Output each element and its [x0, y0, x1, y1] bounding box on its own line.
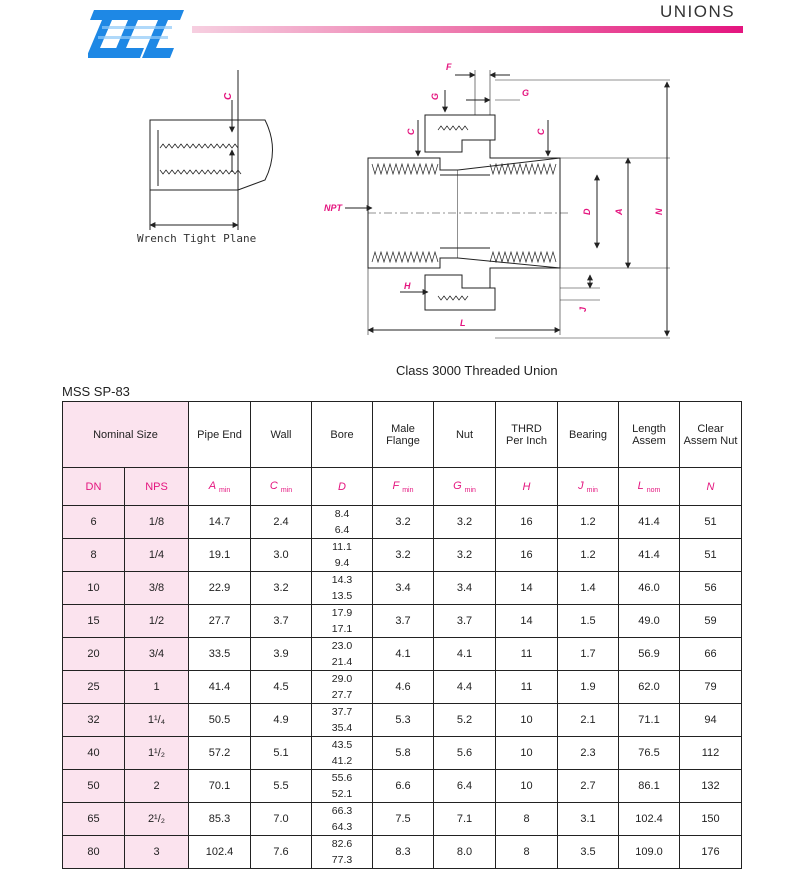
cell-nut: 6.4	[434, 770, 496, 803]
cell-bore	[312, 836, 373, 869]
symbol-a: A $_{min}$	[189, 468, 251, 506]
cell-nut: 3.2	[434, 506, 496, 539]
cell-length-assem: 56.9	[619, 638, 680, 671]
table-row	[63, 572, 742, 605]
cell-male-flange: 3.2	[373, 539, 434, 572]
cell-length-assem: 76.5	[619, 737, 680, 770]
header-wall: Wall	[251, 402, 312, 468]
cell-thrd-per-inch: 16	[496, 539, 558, 572]
bore-max: 11.1	[332, 541, 352, 553]
table-body	[63, 506, 742, 869]
cell-wall: 4.5	[251, 671, 312, 704]
f-callout: F	[446, 62, 452, 72]
cell-pipe-end: 102.4	[189, 836, 251, 869]
bore-max: 82.6	[331, 838, 353, 850]
symbol-j: J $_{min}$	[558, 468, 619, 506]
cell-bearing: 2.7	[558, 770, 619, 803]
symbol-d: D	[312, 468, 373, 506]
symbol-n: N	[680, 468, 742, 506]
cell-bearing: 1.2	[558, 539, 619, 572]
bore-min: 27.7	[331, 689, 353, 701]
cell-dn: 10	[63, 572, 125, 605]
bore-max: 66.3	[331, 805, 353, 817]
cell-male-flange: 5.8	[373, 737, 434, 770]
cell-male-flange: 3.7	[373, 605, 434, 638]
cell-male-flange: 4.1	[373, 638, 434, 671]
c-callout-main-right: C	[536, 128, 546, 135]
cell-clear-assem-nut: 56	[680, 572, 742, 605]
cell-bore	[312, 770, 373, 803]
cell-length-assem: 49.0	[619, 605, 680, 638]
cell-nps: 2¹/₂	[125, 803, 189, 836]
drawing-caption: Class 3000 Threaded Union	[396, 363, 558, 378]
cell-male-flange: 4.6	[373, 671, 434, 704]
cell-nut: 4.1	[434, 638, 496, 671]
table-row	[63, 506, 742, 539]
cell-thrd-per-inch: 10	[496, 737, 558, 770]
cell-clear-assem-nut: 66	[680, 638, 742, 671]
cell-bore	[312, 704, 373, 737]
wrench-tight-plane-label: Wrench Tight Plane	[137, 232, 257, 245]
header-clear-assem-nut: Clear Assem Nut	[680, 402, 742, 468]
cell-wall: 7.0	[251, 803, 312, 836]
cell-dn: 50	[63, 770, 125, 803]
cell-nut: 5.2	[434, 704, 496, 737]
cell-bore	[312, 671, 373, 704]
cell-bearing: 1.2	[558, 506, 619, 539]
bore-max: 14.3	[331, 574, 353, 586]
cell-wall: 5.5	[251, 770, 312, 803]
cell-thrd-per-inch: 14	[496, 572, 558, 605]
cell-nps: 3/8	[125, 572, 189, 605]
table-row	[63, 638, 742, 671]
table-row	[63, 671, 742, 704]
cell-clear-assem-nut: 176	[680, 836, 742, 869]
cell-clear-assem-nut: 94	[680, 704, 742, 737]
j-callout: J	[578, 306, 588, 312]
table-row	[63, 770, 742, 803]
cell-bearing: 2.3	[558, 737, 619, 770]
cell-bearing: 2.1	[558, 704, 619, 737]
cell-dn: 20	[63, 638, 125, 671]
cell-nut: 3.4	[434, 572, 496, 605]
bore-min: 77.3	[331, 854, 353, 866]
symbol-f: F $_{min}$	[373, 468, 434, 506]
cell-thrd-per-inch: 14	[496, 605, 558, 638]
cell-clear-assem-nut: 132	[680, 770, 742, 803]
cell-bore	[312, 539, 373, 572]
cell-bore	[312, 638, 373, 671]
cell-pipe-end: 14.7	[189, 506, 251, 539]
cell-thrd-per-inch: 8	[496, 803, 558, 836]
cell-bearing: 3.5	[558, 836, 619, 869]
header-length-assem: Length Assem	[619, 402, 680, 468]
header-bore: Bore	[312, 402, 373, 468]
bore-max: 8.4	[334, 508, 350, 520]
cell-wall: 2.4	[251, 506, 312, 539]
cell-male-flange: 8.3	[373, 836, 434, 869]
cell-dn: 32	[63, 704, 125, 737]
cell-thrd-per-inch: 8	[496, 836, 558, 869]
cell-nps: 1/2	[125, 605, 189, 638]
cell-male-flange: 3.2	[373, 506, 434, 539]
cell-nps: 1/4	[125, 539, 189, 572]
cell-pipe-end: 57.2	[189, 737, 251, 770]
cell-bore	[312, 572, 373, 605]
symbol-c: C $_{min}$	[251, 468, 312, 506]
bore-max: 17.9	[331, 607, 353, 619]
cell-length-assem: 41.4	[619, 506, 680, 539]
cell-nps: 2	[125, 770, 189, 803]
union-technical-drawing	[0, 60, 803, 360]
cell-clear-assem-nut: 79	[680, 671, 742, 704]
cell-length-assem: 86.1	[619, 770, 680, 803]
cell-wall: 3.2	[251, 572, 312, 605]
cell-wall: 3.0	[251, 539, 312, 572]
table-row	[63, 704, 742, 737]
cell-nps: 1¹/₄	[125, 704, 189, 737]
cell-bearing: 1.9	[558, 671, 619, 704]
header-bearing: Bearing	[558, 402, 619, 468]
cell-pipe-end: 70.1	[189, 770, 251, 803]
cell-nps: 3/4	[125, 638, 189, 671]
cell-clear-assem-nut: 51	[680, 539, 742, 572]
bore-max: 37.7	[331, 706, 353, 718]
cell-thrd-per-inch: 11	[496, 671, 558, 704]
cell-thrd-per-inch: 10	[496, 704, 558, 737]
cell-pipe-end: 33.5	[189, 638, 251, 671]
cell-nut: 3.7	[434, 605, 496, 638]
header-nut: Nut	[434, 402, 496, 468]
cell-pipe-end: 27.7	[189, 605, 251, 638]
table-row	[63, 605, 742, 638]
cell-male-flange: 3.4	[373, 572, 434, 605]
cell-wall: 7.6	[251, 836, 312, 869]
cell-thrd-per-inch: 10	[496, 770, 558, 803]
cell-clear-assem-nut: 112	[680, 737, 742, 770]
cell-male-flange: 7.5	[373, 803, 434, 836]
table-symbol-row	[63, 468, 742, 506]
bore-min: 17.1	[331, 623, 353, 635]
page-title: UNIONS	[660, 2, 736, 21]
bore-min: 64.3	[331, 821, 353, 833]
cell-bore	[312, 605, 373, 638]
d-callout: D	[582, 208, 592, 215]
cell-bearing: 3.1	[558, 803, 619, 836]
cell-thrd-per-inch: 16	[496, 506, 558, 539]
header-nominal-size: Nominal Size	[63, 402, 189, 468]
symbol-dn: DN	[63, 468, 125, 506]
table-header-row	[63, 402, 742, 468]
cell-nps: 1	[125, 671, 189, 704]
cell-bearing: 1.4	[558, 572, 619, 605]
cell-nps: 1¹/₂	[125, 737, 189, 770]
n-callout: N	[654, 208, 664, 215]
cell-nut: 7.1	[434, 803, 496, 836]
cell-dn: 80	[63, 836, 125, 869]
cell-dn: 65	[63, 803, 125, 836]
cell-dn: 15	[63, 605, 125, 638]
cell-length-assem: 41.4	[619, 539, 680, 572]
cell-pipe-end: 85.3	[189, 803, 251, 836]
cell-length-assem: 102.4	[619, 803, 680, 836]
bore-max: 55.6	[331, 772, 353, 784]
bore-min: 13.5	[331, 590, 353, 602]
cell-male-flange: 5.3	[373, 704, 434, 737]
g-callout-top: G	[430, 92, 440, 100]
cell-dn: 6	[63, 506, 125, 539]
cell-dn: 40	[63, 737, 125, 770]
l-callout: L	[460, 318, 466, 328]
standard-label: MSS SP-83	[62, 384, 130, 399]
header-male-flange: Male Flange	[373, 402, 434, 468]
a-callout: A	[614, 208, 624, 215]
cell-nut: 4.4	[434, 671, 496, 704]
symbol-g: G $_{min}$	[434, 468, 496, 506]
bore-min: 35.4	[331, 722, 353, 734]
pipe-end-detail	[150, 70, 273, 230]
bore-min: 21.4	[331, 656, 353, 668]
cell-wall: 3.9	[251, 638, 312, 671]
company-logo	[88, 4, 186, 62]
cell-length-assem: 109.0	[619, 836, 680, 869]
cell-pipe-end: 50.5	[189, 704, 251, 737]
cell-clear-assem-nut: 51	[680, 506, 742, 539]
npt-callout: NPT	[324, 203, 342, 213]
c-callout-main-left: C	[406, 128, 416, 135]
cell-nps: 3	[125, 836, 189, 869]
table-row	[63, 737, 742, 770]
bore-max: 23.0	[331, 640, 353, 652]
header-thrd-per-inch: THRD Per Inch	[496, 402, 558, 468]
h-callout: H	[404, 281, 411, 291]
cell-clear-assem-nut: 59	[680, 605, 742, 638]
header-accent-bar	[192, 26, 743, 33]
cell-dn: 25	[63, 671, 125, 704]
cell-bearing: 1.5	[558, 605, 619, 638]
c-callout-left: C	[223, 92, 234, 100]
cell-length-assem: 71.1	[619, 704, 680, 737]
cell-length-assem: 46.0	[619, 572, 680, 605]
union-dimension-table	[62, 401, 742, 869]
cell-clear-assem-nut: 150	[680, 803, 742, 836]
bore-min: 52.1	[331, 788, 353, 800]
bore-min: 41.2	[331, 755, 353, 767]
table-row	[63, 539, 742, 572]
header-pipe-end: Pipe End	[189, 402, 251, 468]
bore-max: 43.5	[331, 739, 353, 751]
symbol-h: H	[496, 468, 558, 506]
cell-thrd-per-inch: 11	[496, 638, 558, 671]
cell-pipe-end: 22.9	[189, 572, 251, 605]
cell-wall: 4.9	[251, 704, 312, 737]
table-row	[63, 803, 742, 836]
cell-length-assem: 62.0	[619, 671, 680, 704]
symbol-l: L $_{nom}$	[619, 468, 680, 506]
cell-pipe-end: 41.4	[189, 671, 251, 704]
cell-bore	[312, 803, 373, 836]
cell-nut: 3.2	[434, 539, 496, 572]
cell-nut: 5.6	[434, 737, 496, 770]
cell-male-flange: 6.6	[373, 770, 434, 803]
cell-pipe-end: 19.1	[189, 539, 251, 572]
symbol-nps: NPS	[125, 468, 189, 506]
cell-bearing: 1.7	[558, 638, 619, 671]
union-section-view	[345, 70, 670, 338]
table-row	[63, 836, 742, 869]
bore-min: 9.4	[334, 557, 350, 569]
bore-min: 6.4	[334, 524, 350, 536]
cell-nps: 1/8	[125, 506, 189, 539]
cell-dn: 8	[63, 539, 125, 572]
cell-bore	[312, 506, 373, 539]
cell-nut: 8.0	[434, 836, 496, 869]
g-callout-right: G	[522, 88, 530, 98]
bore-max: 29.0	[331, 673, 353, 685]
cell-wall: 3.7	[251, 605, 312, 638]
cell-wall: 5.1	[251, 737, 312, 770]
cell-bore	[312, 737, 373, 770]
